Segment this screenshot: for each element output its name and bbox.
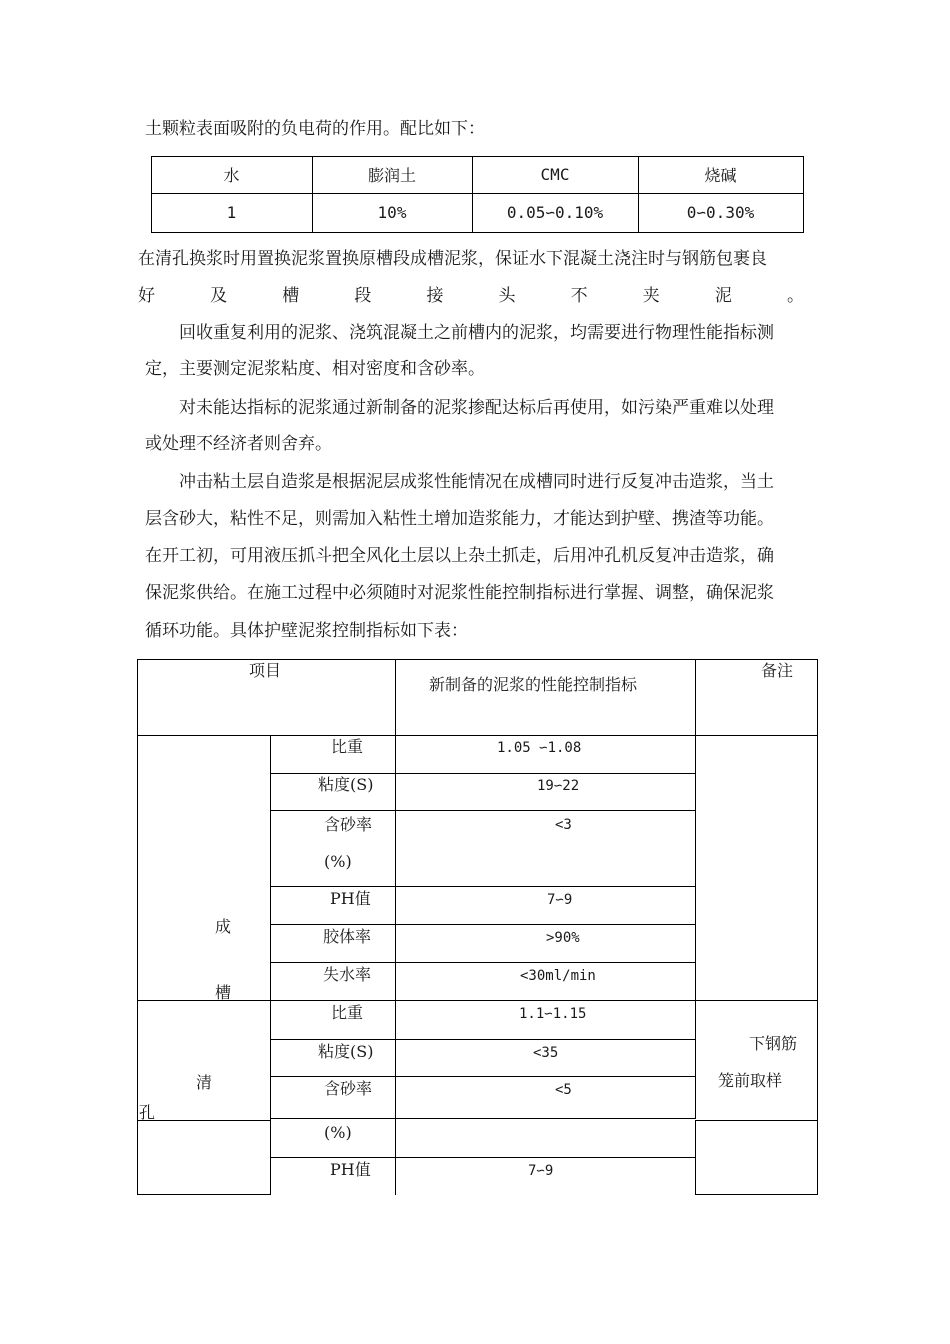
value-cell: 1.1∽1.15 <box>519 1006 587 1022</box>
para4-line3: 在开工初，可用液压抓斗把全风化土层以上杂土抓走，后用冲孔机反复冲击造浆，确 <box>145 546 774 566</box>
ratio-value-caustic: 0∽0.30% <box>686 203 755 222</box>
value-cell: <35 <box>533 1045 559 1061</box>
value-cell: <3 <box>555 817 572 833</box>
para4-line2: 层含砂大，粘性不足，则需加入粘性土增加造浆能力，才能达到护壁、携渣等功能。 <box>145 509 774 529</box>
ratio-value-bentonite: 10% <box>377 203 407 222</box>
ratio-header-water: 水 <box>223 166 240 185</box>
value-cell: 7∽9 <box>547 892 573 908</box>
para2-line1: 回收重复利用的泥浆、浇筑混凝土之前槽内的泥浆，均需要进行物理性能指标测 <box>179 323 774 343</box>
group1-label-char1: 成 <box>215 917 232 936</box>
para1-line1: 在清孔换浆时用置换泥浆置换原槽段成槽泥浆，保证水下混凝土浇注时与钢筋包裹良 <box>138 249 767 269</box>
para1-line2: 好 及 槽 段 接 头 不 夹 泥 。 <box>138 286 804 306</box>
value-cell: <30ml/min <box>520 968 596 984</box>
header-indicator: 新制备的泥浆的性能控制指标 <box>429 675 638 694</box>
value-cell: <5 <box>555 1082 572 1098</box>
group1-label-char2: 槽 <box>215 983 232 1002</box>
value-cell: 7∽9 <box>528 1163 554 1179</box>
para3-line2: 或处理不经济者则舍弃。 <box>145 434 332 454</box>
para3-line1: 对未能达指标的泥浆通过新制备的泥浆掺配达标后再使用，如污染严重难以处理 <box>179 398 774 418</box>
para2-line2: 定，主要测定泥浆粘度、相对密度和含砂率。 <box>145 359 485 379</box>
param-cell: 胶体率 <box>323 927 372 946</box>
value-cell: 1.05 ∽1.08 <box>497 740 582 756</box>
header-note: 备注 <box>761 661 794 680</box>
param-cell: 比重 <box>331 1003 364 1022</box>
param-cell: 失水率 <box>323 965 372 984</box>
group2-label-char2: 孔 <box>139 1103 156 1122</box>
param-cell: 含砂率 <box>324 815 373 834</box>
header-item: 项目 <box>249 661 282 680</box>
group2-note-line2: 笼前取样 <box>718 1071 783 1090</box>
param-cell: 粘度(S) <box>318 775 374 794</box>
intro-line: 土颗粒表面吸附的负电荷的作用。配比如下： <box>145 119 485 139</box>
param-cell: 比重 <box>331 737 364 756</box>
param-cell: PH值 <box>330 1160 371 1179</box>
param-cell: (%) <box>324 1123 352 1142</box>
param-cell: 粘度(S) <box>318 1042 374 1061</box>
ratio-value-water: 1 <box>226 203 237 222</box>
ratio-header-bentonite: 膨润土 <box>367 166 416 185</box>
para4-line4: 保泥浆供给。在施工过程中必须随时对泥浆性能控制指标进行掌握、调整，确保泥浆 <box>145 583 774 603</box>
group2-note-line1: 下钢筋 <box>749 1034 798 1053</box>
value-cell: 19∽22 <box>537 778 580 794</box>
param-cell-cont: (%) <box>324 852 352 871</box>
ratio-header-caustic: 烧碱 <box>704 166 737 185</box>
value-cell: >90% <box>546 930 580 946</box>
param-cell: 含砂率 <box>324 1079 373 1098</box>
para4-line5: 循环功能。具体护壁泥浆控制指标如下表： <box>145 621 468 641</box>
ratio-value-cmc: 0.05∽0.10% <box>506 203 604 222</box>
ratio-header-cmc: CMC <box>540 165 570 184</box>
group2-label-char1: 清 <box>196 1073 213 1092</box>
para4-line1: 冲击粘土层自造浆是根据泥层成浆性能情况在成槽同时进行反复冲击造浆，当土 <box>179 472 774 492</box>
param-cell: PH值 <box>330 889 371 908</box>
